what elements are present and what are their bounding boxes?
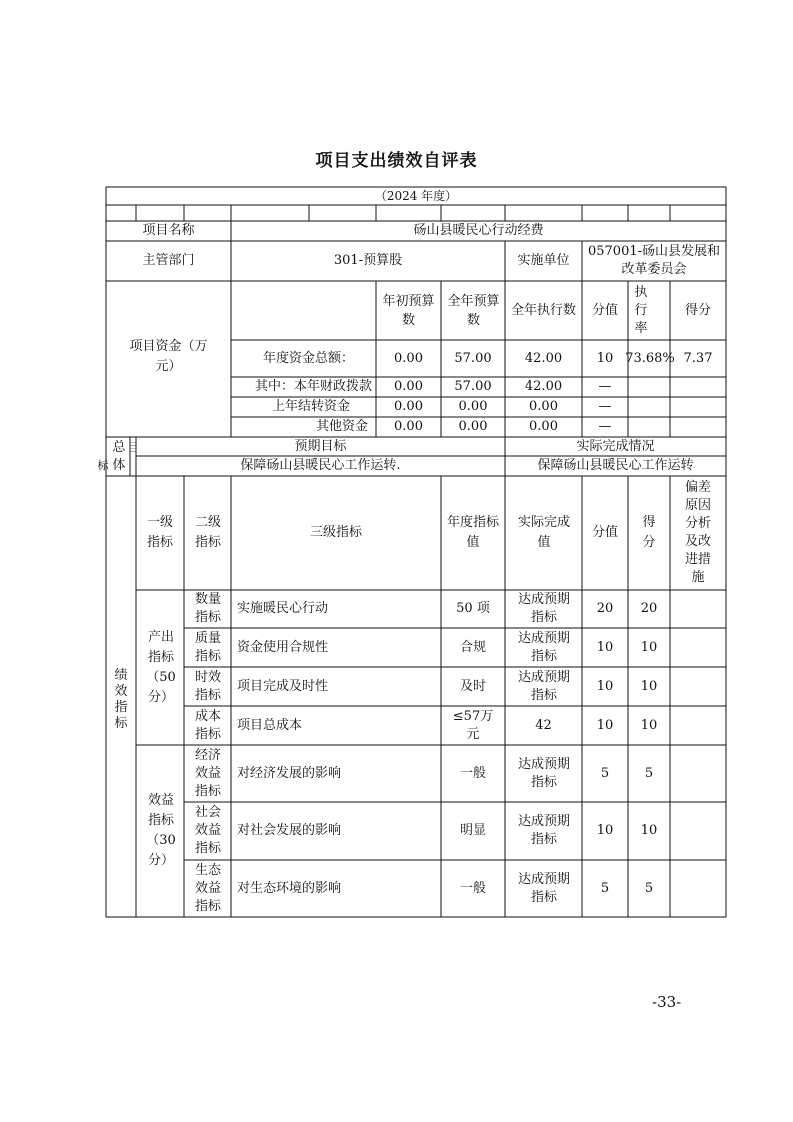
indicator-score-value: 10 <box>596 717 614 733</box>
group-benefit: 效益指标（30分） <box>146 793 176 868</box>
funds-initial: 0.00 <box>394 379 423 394</box>
indicator-level3: 项目完成及时性 <box>237 678 329 694</box>
indicator-actual: 达成预期指标 <box>517 756 570 790</box>
unit-value: 057001-砀山县发展和改革委员会 <box>587 244 721 277</box>
indicator-score-value: 5 <box>600 765 610 781</box>
indicator-level3: 实施暖民心行动 <box>237 601 329 616</box>
indicator-score-value: 10 <box>596 639 614 655</box>
indicator-score-value: 20 <box>596 601 614 616</box>
indicator-score: 5 <box>644 880 654 896</box>
funds-annual: 0.00 <box>458 399 488 414</box>
project-name-value: 砀山县暖民心行动经费 <box>413 223 544 238</box>
overall-label-1: 总 <box>112 439 126 455</box>
funds-header-annual: 全年预算数 <box>447 293 500 328</box>
overall-label-2: 体 <box>112 457 126 473</box>
funds-annual: 57.00 <box>454 350 492 366</box>
dept-label: 主管部门 <box>142 253 195 268</box>
indicator-level2: 质量指标 <box>194 630 221 664</box>
expected-goal-header: 预期目标 <box>294 438 347 454</box>
funds-header-executed: 全年执行数 <box>511 303 577 318</box>
funds-executed: 42.00 <box>524 350 563 366</box>
funds-header-rate: 执行率 <box>634 284 648 336</box>
indicator-target: 明显 <box>459 823 486 838</box>
funds-score-value: — <box>598 399 612 414</box>
unit-label: 实施单位 <box>517 253 570 268</box>
header-score-value: 分值 <box>591 525 618 540</box>
indicator-level3: 对生态环境的影响 <box>237 880 342 896</box>
header-score: 得分 <box>642 515 656 550</box>
header-level3: 三级指标 <box>309 525 362 540</box>
actual-status: 保障砀山县暖民心工作运转 <box>537 458 694 473</box>
indicator-level2: 成本指标 <box>194 708 221 742</box>
indicator-level3: 对经济发展的影响 <box>237 765 342 781</box>
indicator-level3: 项目总成本 <box>237 717 303 733</box>
indicator-target: 50 项 <box>456 601 490 616</box>
indicator-level3: 资金使用合规性 <box>237 639 329 655</box>
funds-executed: 42.00 <box>524 379 563 394</box>
indicator-score: 10 <box>640 678 658 694</box>
indicator-actual: 42 <box>535 717 552 733</box>
indicator-score-value: 5 <box>600 880 610 896</box>
indicator-level3: 对社会发展的影响 <box>237 823 342 838</box>
overall-side-1: 目 <box>127 440 139 454</box>
funds-header-score-value: 分值 <box>591 302 618 318</box>
project-name-label: 项目名称 <box>142 223 195 238</box>
funds-annual: 57.00 <box>454 379 492 394</box>
funds-row-label: 年度资金总额： <box>262 350 354 366</box>
funds-header-score: 得分 <box>684 302 711 318</box>
funds-rate: 73.68% <box>625 351 675 366</box>
funds-executed: 0.00 <box>529 419 558 434</box>
expected-goal: 保障砀山县暖民心工作运转. <box>240 458 401 473</box>
indicator-score: 20 <box>640 601 658 616</box>
indicator-target: ≤57万元 <box>452 708 494 742</box>
header-level2: 二级指标 <box>194 515 221 550</box>
funds-initial: 0.00 <box>394 399 423 414</box>
header-level1: 一级指标 <box>146 515 173 550</box>
funds-header-initial: 年初预算数 <box>382 293 435 328</box>
group-output: 产出指标（50分） <box>146 629 176 705</box>
funds-score-value: 10 <box>596 350 614 366</box>
overall-side-2: 标 <box>97 458 109 472</box>
indicator-actual: 达成预期指标 <box>517 630 570 664</box>
funds-row-label: 其中：本年财政拨款 <box>254 379 372 394</box>
indicator-level2: 生态效益指标 <box>194 862 221 914</box>
indicators-label: 绩效指标 <box>114 668 128 731</box>
indicator-level2: 经济效益指标 <box>194 747 221 799</box>
funds-row-label: 其他资金 <box>315 419 368 434</box>
page-title: 项目支出绩效自评表 <box>315 151 478 171</box>
funds-initial: 0.00 <box>394 350 423 366</box>
page-number: -33- <box>652 993 682 1011</box>
indicator-actual: 达成预期指标 <box>517 814 570 847</box>
indicator-score: 5 <box>644 765 654 781</box>
indicator-score: 10 <box>640 717 658 733</box>
indicator-level2: 社会效益指标 <box>194 805 221 856</box>
indicator-score-value: 10 <box>596 823 614 838</box>
header-target: 年度指标值 <box>446 515 499 550</box>
header-actual: 实际完成值 <box>517 515 570 550</box>
funds-score-value: — <box>598 379 612 394</box>
indicator-target: 一般 <box>459 765 486 781</box>
funds-score: 7.37 <box>683 350 713 366</box>
indicator-score: 10 <box>640 639 658 655</box>
indicator-target: 及时 <box>459 678 486 694</box>
actual-status-header: 实际完成情况 <box>576 438 655 454</box>
funds-score-value: — <box>598 419 612 434</box>
funds-label: 项目资金（万元） <box>129 339 208 374</box>
fiscal-year: （2024 年度） <box>374 189 458 203</box>
indicator-actual: 达成预期指标 <box>517 669 570 703</box>
funds-row-label: 上年结转资金 <box>271 399 350 414</box>
indicator-actual: 达成预期指标 <box>517 871 570 905</box>
indicator-level2: 时效指标 <box>194 669 221 703</box>
funds-annual: 0.00 <box>458 419 488 434</box>
indicator-target: 一般 <box>459 880 486 896</box>
indicator-score: 10 <box>640 823 658 838</box>
dept-value: 301-预算股 <box>333 253 403 268</box>
indicator-level2: 数量指标 <box>194 592 221 625</box>
indicator-score-value: 10 <box>596 678 614 694</box>
header-reason: 偏差原因分析及改进措施 <box>684 480 711 585</box>
funds-executed: 0.00 <box>529 399 558 414</box>
indicator-actual: 达成预期指标 <box>517 592 570 625</box>
indicator-target: 合规 <box>459 639 486 655</box>
funds-initial: 0.00 <box>394 419 423 434</box>
